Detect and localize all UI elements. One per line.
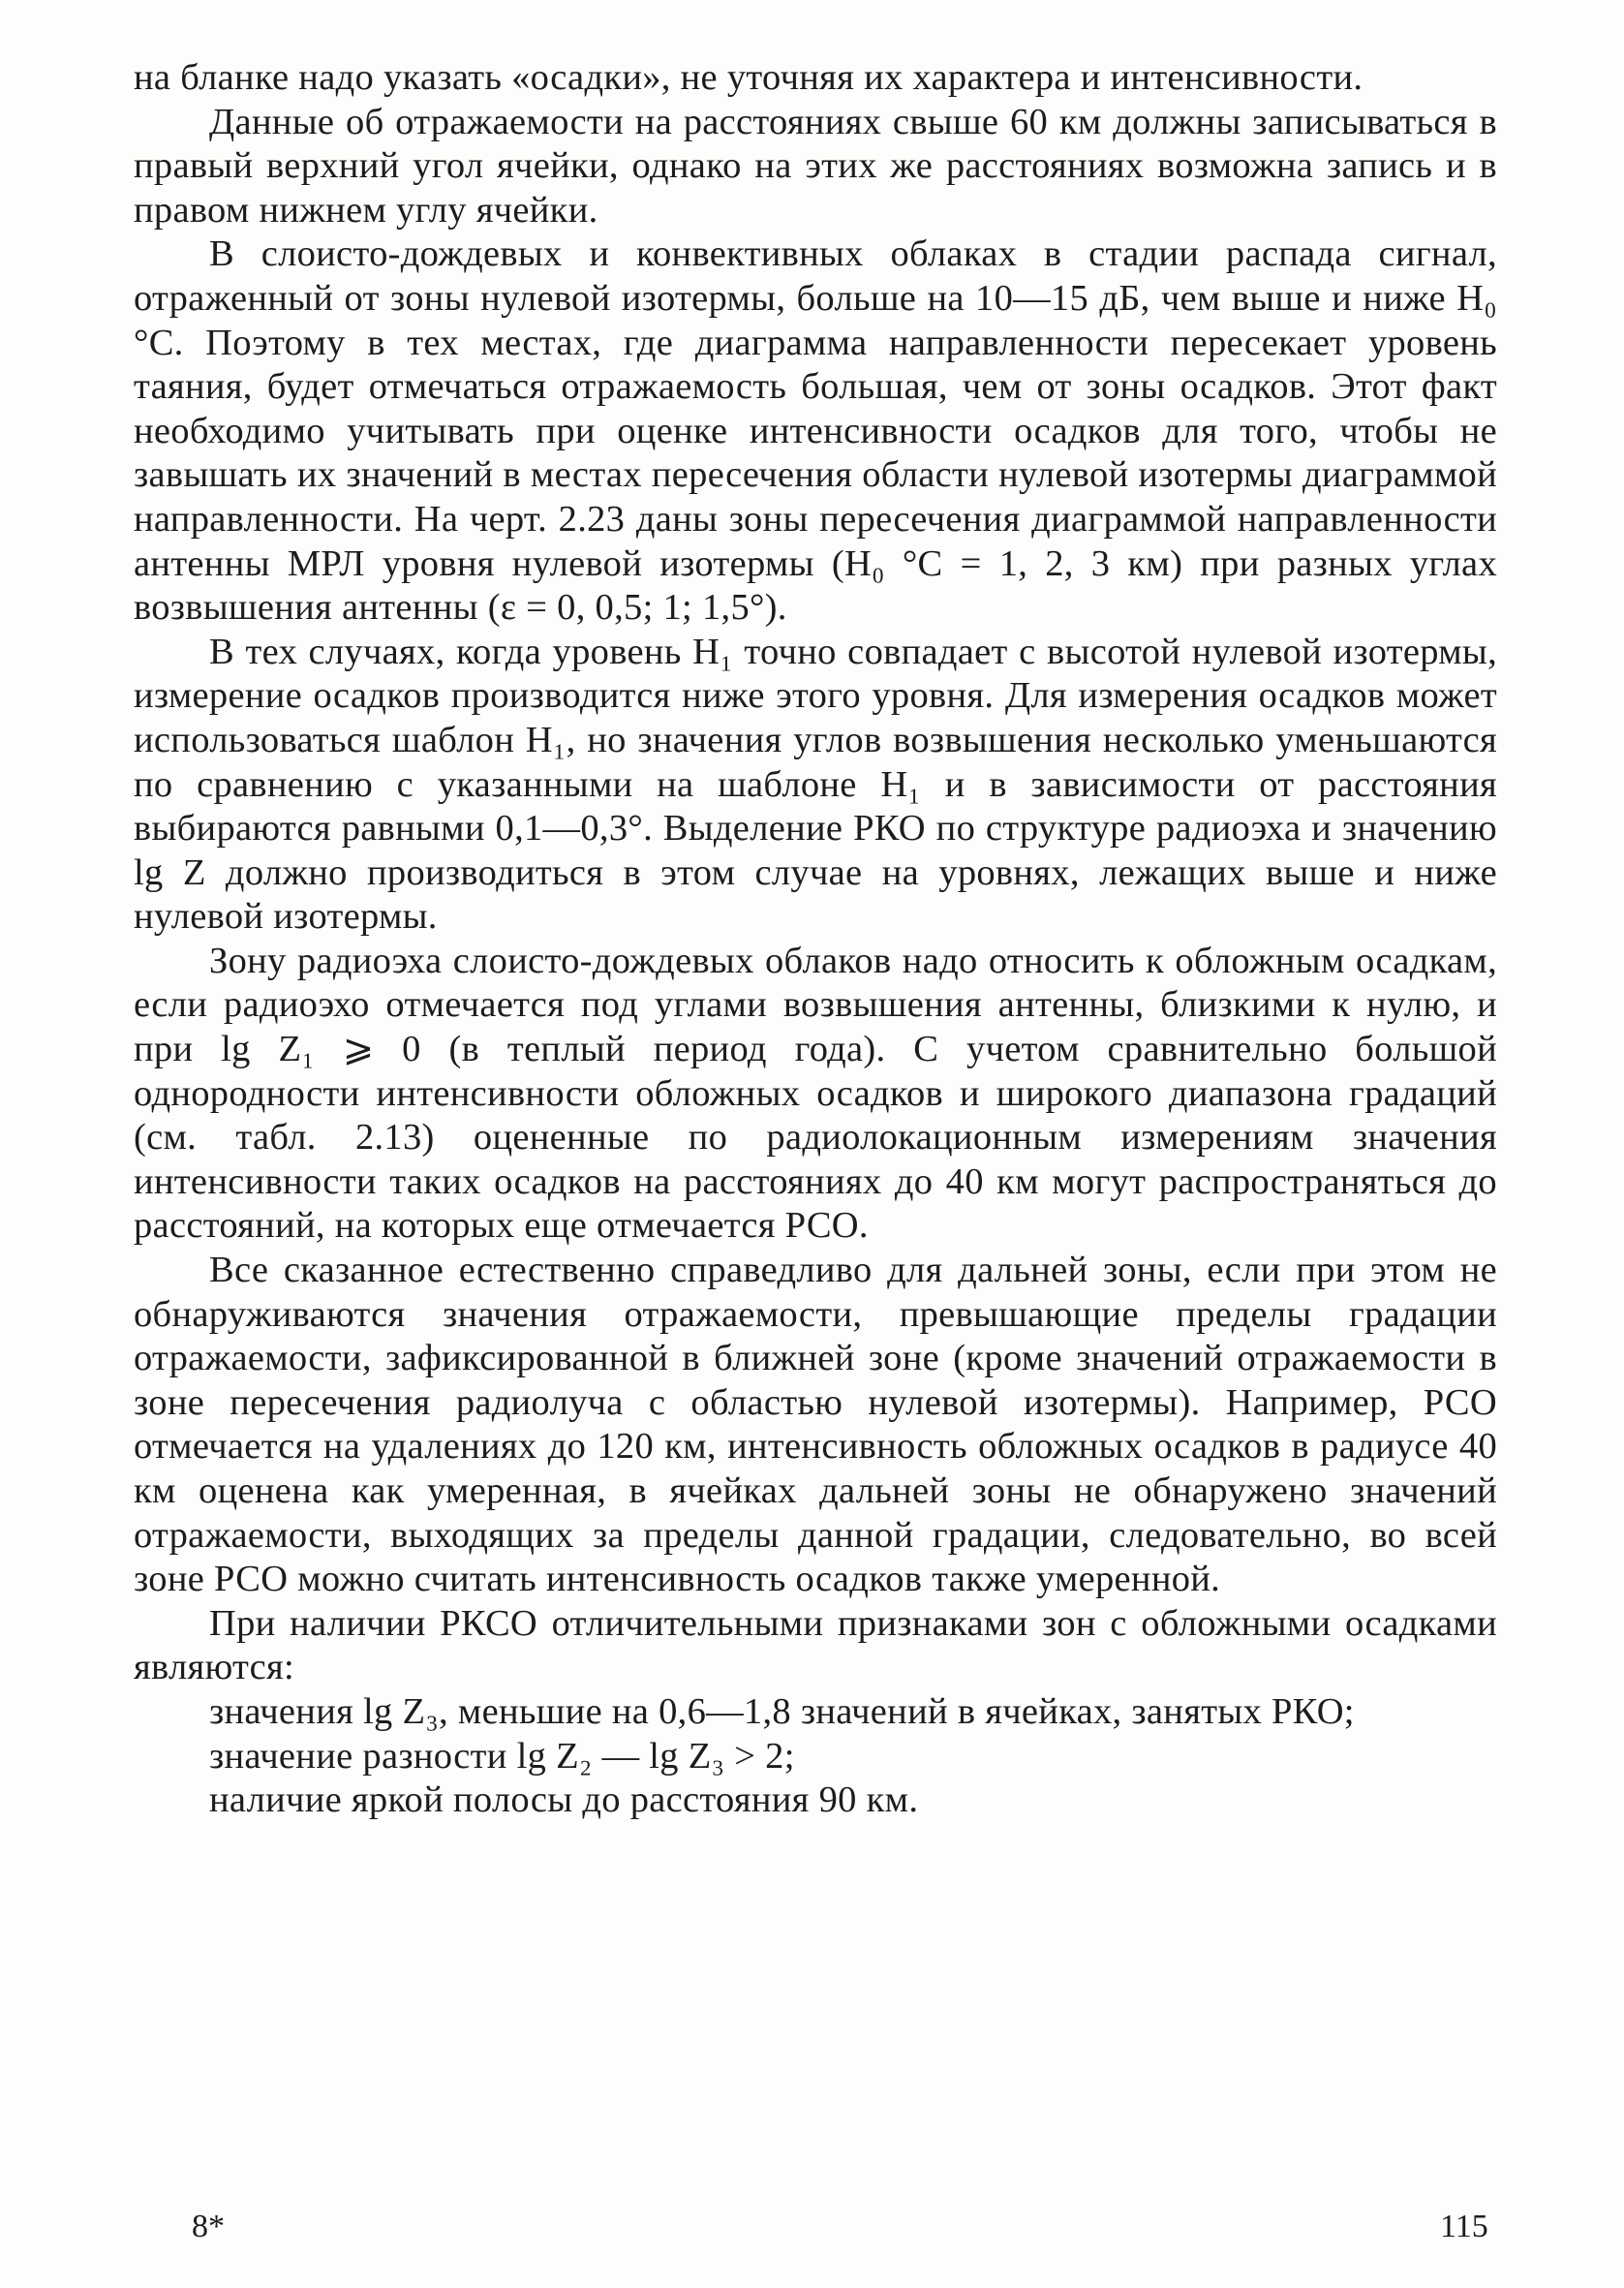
paragraph-rkso-features: При наличии РКСО отличительными признаками зон с обложными осадками являются: <box>134 1602 1497 1688</box>
list-item: значения lg Z₃, меньшие на 0,6—1,8 значений в ячейках, занятых РКО; <box>209 1690 1355 1732</box>
paragraph-stratiform-zone: Зону радиоэха слоисто-дождевых облаков надо относить к обложным осадкам, если радиоэхо отмечается под углами возвышения антенны, близкими к нулю, и при lg Z₁ ⩾ 0 (в теплый период года). С учетом сравнительно большой однородности интенсивности обложных осадков и широкого диапазона градаций (см. табл. 2.13) оцененные по радиолокационным измерениям значения интенсивности таких осадков на расстояниях до 40 км могут распространяться до расстояний, на которых еще отмечается РСО. <box>134 940 1497 1247</box>
paragraph-zero-isotherm: В слоисто-дождевых и конвективных облаках в стадии распада сигнал, отраженный от зоны нулевой изотермы, больше на 10—15 дБ, чем выше и ниже H₀ °C. Поэтому в тех местах, где диаграмма направленности пересекает уровень таяния, будет отмечаться отражаемость большая, чем от зоны осадков. Этот факт необходимо учитывать при оценке интенсивности осадков для того, чтобы не завышать их значений в местах пересечения области нулевой изотермы диаграммой направленности. На черт. 2.23 даны зоны пересечения диаграммой направленности антенны МРЛ уровня нулевой изотермы (H₀ °C = 1, 2, 3 км) при разных углах возвышения антенны (ε = 0, 0,5; 1; 1,5°). <box>134 233 1497 629</box>
page-number: 115 <box>1440 2209 1488 2244</box>
paragraph-reflectivity-distance: Данные об отражаемости на расстояниях свыше 60 км должны записываться в правый верхний угол ячейки, однако на этих же расстояниях возможна запись и в правом нижнем углу ячейки. <box>134 101 1497 231</box>
paragraph-far-zone: Все сказанное естественно справедливо для дальней зоны, если при этом не обнаруживаются значения отражаемости, превышающие пределы градации отражаемости, зафиксированной в ближней зоне (кроме значений отражаемости в зоне пересечения радиолуча с областью нулевой изотермы). Например, РСО отмечается на удалениях до 120 км, интенсивность обложных осадков в радиусе 40 км оценена как умеренная, в ячейках дальней зоны не обнаружено значений отражаемости, выходящих за пределы данной градации, следовательно, во всей зоне РСО можно считать интенсивность осадков также умеренной. <box>134 1250 1497 1600</box>
list-item: наличие яркой полосы до расстояния 90 км. <box>209 1779 919 1821</box>
signature-mark: 8* <box>192 2209 225 2244</box>
list-item: значение разности lg Z₂ — lg Z₃ > 2; <box>209 1735 795 1777</box>
paragraph-continuation: на бланке надо указать «осадки», не уточняя их характера и интенсивности. <box>134 57 1364 98</box>
paragraph-h1-level: В тех случаях, когда уровень H₁ точно совпадает с высотой нулевой изотермы, измерение осадков производится ниже этого уровня. Для измерения осадков может использоваться шаблон H₁, но значения углов возвышения несколько уменьшаются по сравнению с указанными на шаблоне H₁ и в зависимости от расстояния выбираются равными 0,1—0,3°. Выделение РКО по структуре радиоэха и значению lg Z должно производиться в этом случае на уровнях, лежащих выше и ниже нулевой изотермы. <box>134 631 1497 938</box>
body-text <box>134 56 1497 1823</box>
